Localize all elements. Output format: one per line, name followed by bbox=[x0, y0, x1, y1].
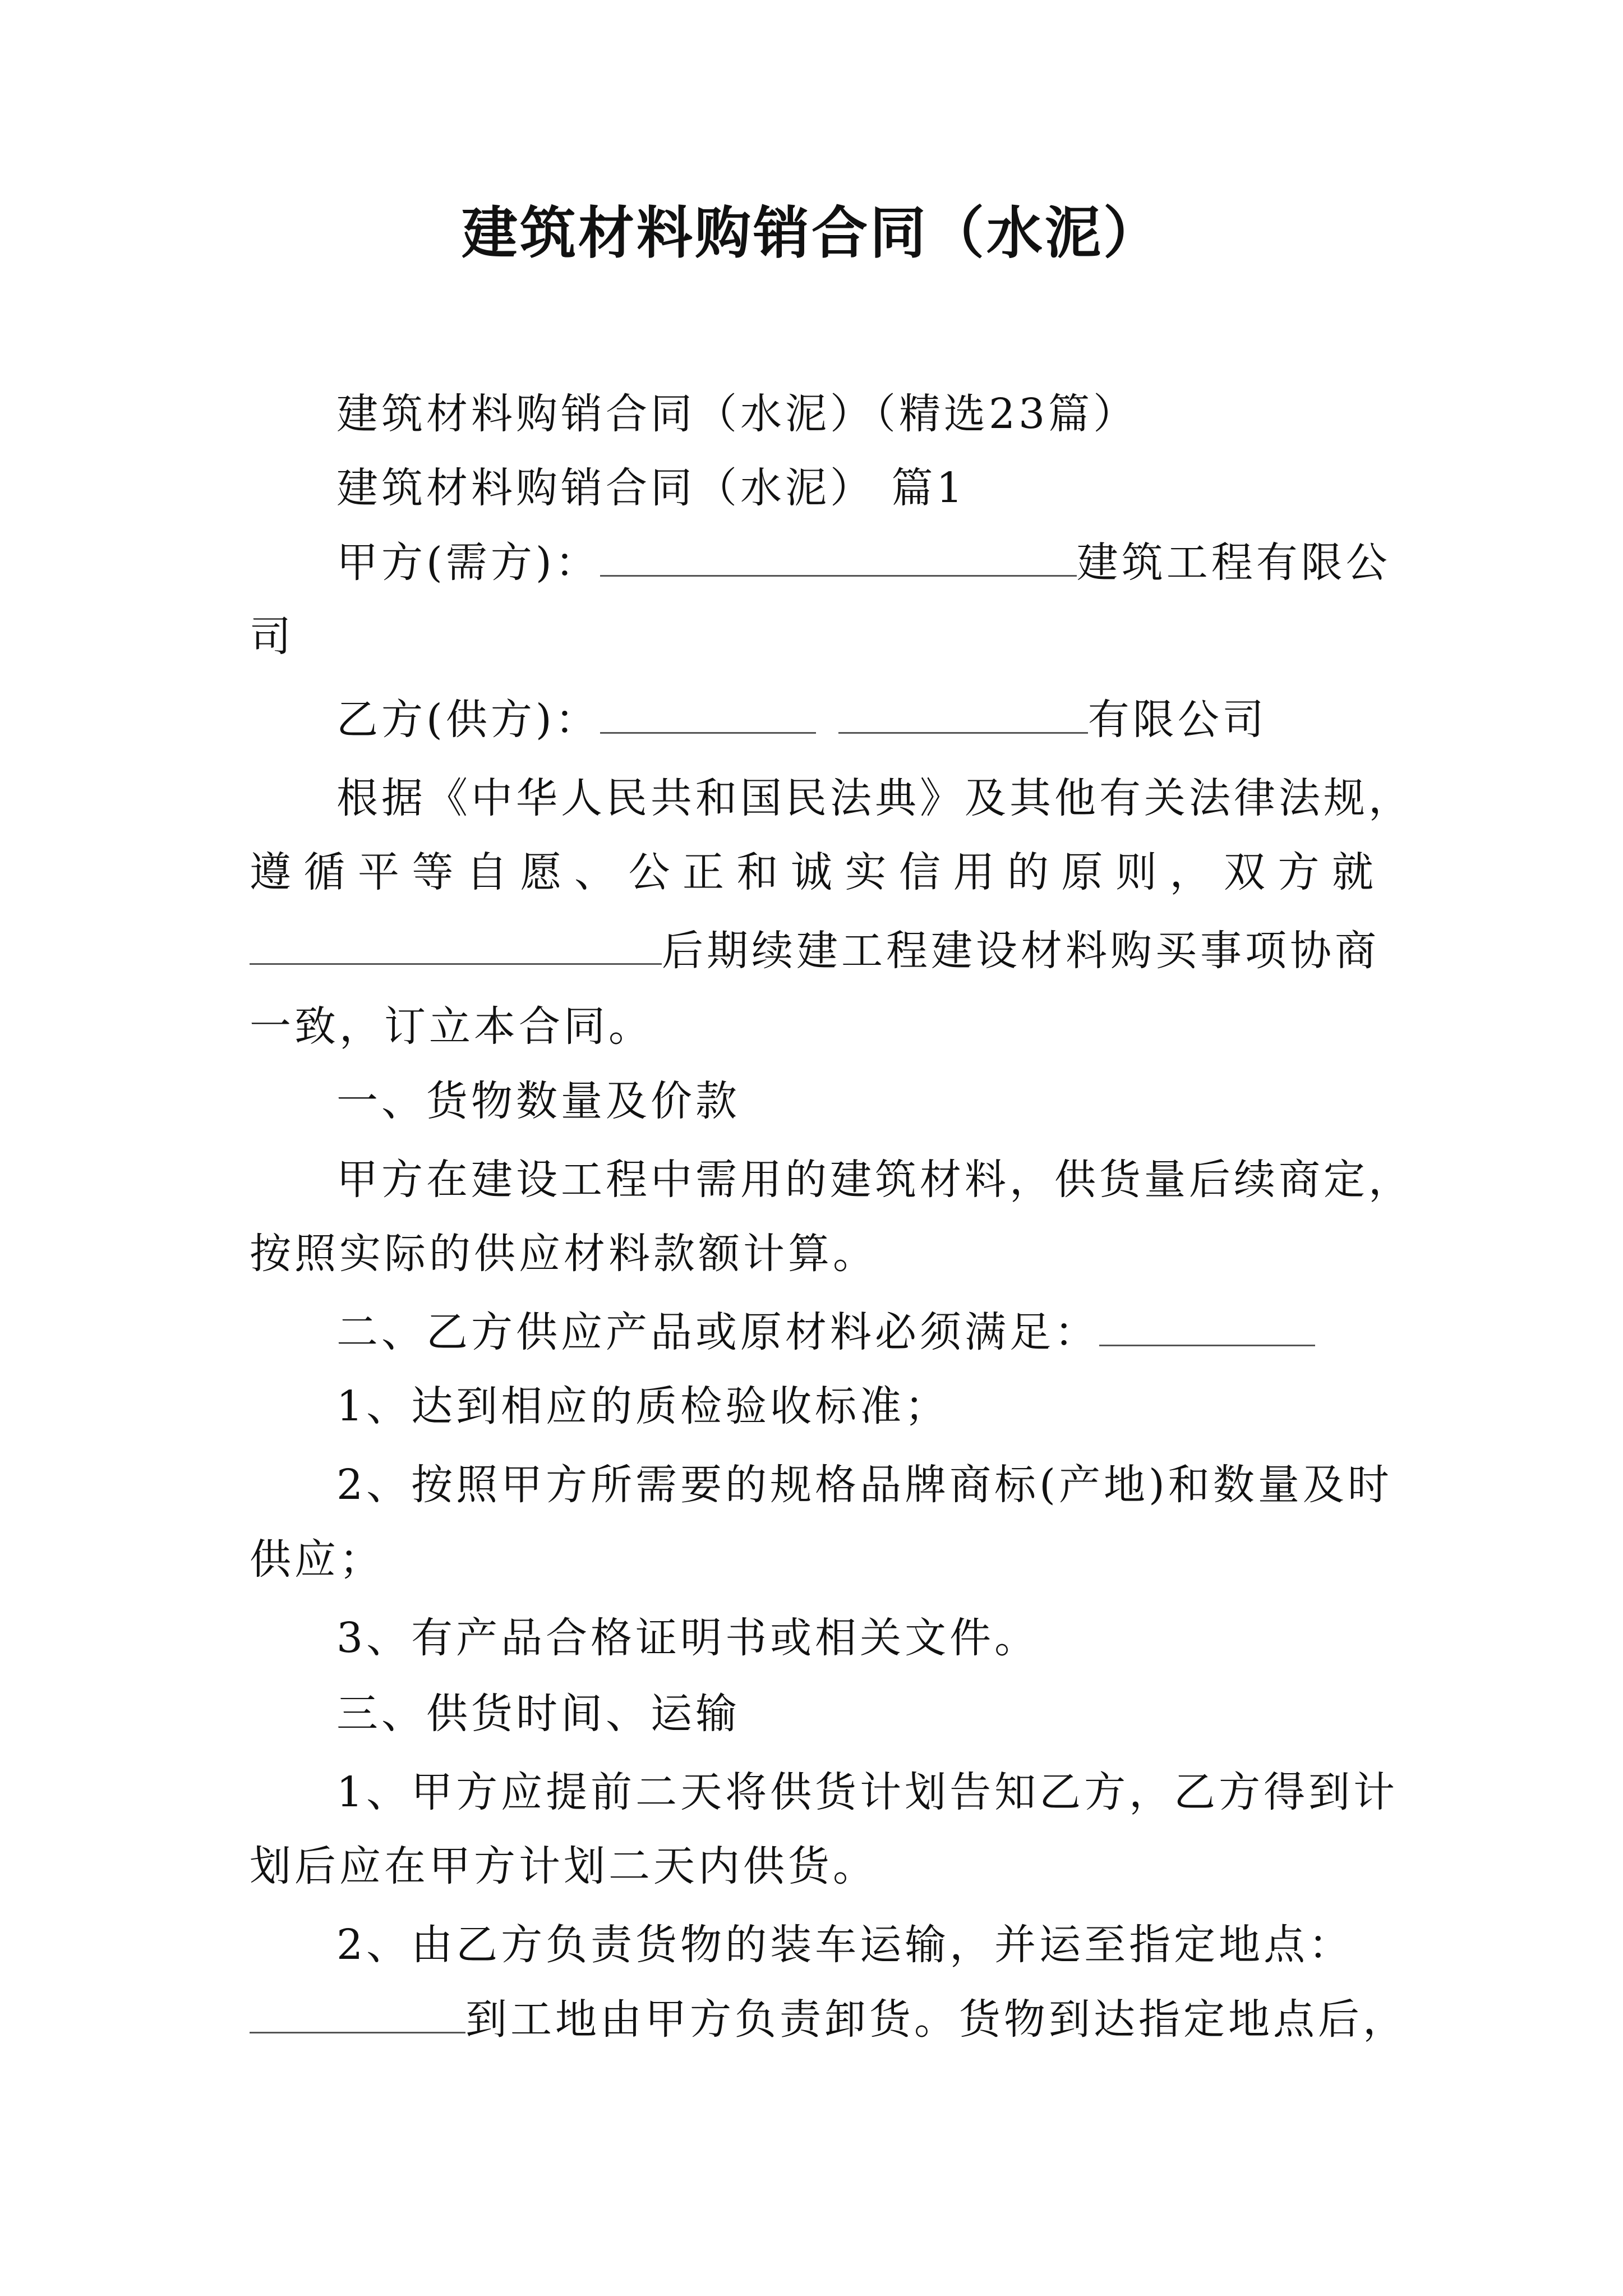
intro-line-3-text: 后期续建工程建设材料购买事项协商 bbox=[662, 927, 1380, 975]
section-1-heading: 一、货物数量及价款 bbox=[336, 1077, 740, 1125]
party-b-suffix: 有限公司 bbox=[1087, 696, 1267, 744]
section-2-item-1: 1、达到相应的质检验收标准； bbox=[336, 1382, 950, 1430]
intro-line-1: 根据《中华人民共和国民法典》及其他有关法律法规， bbox=[336, 774, 1413, 822]
intro-line-2: 遵循平等自愿、公正和诚实信用的原则，双方就 bbox=[250, 848, 1377, 896]
section-3-item-2a: 2、由乙方负责货物的装车运输，并运至指定地点： bbox=[336, 1921, 1354, 1969]
section-3-item-2b-line bbox=[250, 1989, 1408, 2050]
part-heading: 建筑材料购销合同（水泥） 篇1 bbox=[336, 464, 966, 512]
section-1-para-1: 甲方在建设工程中需用的建筑材料，供货量后续商定， bbox=[336, 1156, 1413, 1204]
party-b-line bbox=[336, 689, 1267, 751]
section-2-item-2b: 供应； bbox=[250, 1535, 384, 1584]
section-3-item-1b: 划后应在甲方计划二天内供货。 bbox=[250, 1842, 878, 1890]
intro-line-3 bbox=[250, 920, 1380, 982]
section-3-heading: 三、供货时间、运输 bbox=[336, 1690, 740, 1738]
party-b-label: 乙方(供方)： bbox=[336, 696, 600, 744]
document-title: 建筑材料购销合同（水泥） bbox=[462, 200, 1161, 266]
section-2-blank[interactable] bbox=[1099, 1305, 1315, 1346]
section-3-item-2b: 到工地由甲方负责卸货。货物到达指定地点后， bbox=[465, 1995, 1408, 2044]
party-b-blank-1[interactable] bbox=[600, 693, 816, 734]
party-a-name-blank[interactable] bbox=[600, 536, 1077, 577]
section-2-item-3: 3、有产品合格证明书或相关文件。 bbox=[336, 1614, 1040, 1662]
party-a-wrap: 司 bbox=[250, 613, 294, 661]
section-2-item-2a: 2、按照甲方所需要的规格品牌商标(产地)和数量及时 bbox=[336, 1461, 1393, 1509]
party-a-line bbox=[336, 532, 1391, 593]
project-name-blank[interactable] bbox=[250, 924, 662, 965]
party-a-suffix: 建筑工程有限公 bbox=[1076, 539, 1391, 587]
section-2-heading-line bbox=[336, 1301, 1315, 1363]
delivery-location-blank[interactable] bbox=[250, 1993, 465, 2033]
section-2-heading: 二、乙方供应产品或原材料必须满足： bbox=[336, 1308, 1099, 1356]
subtitle: 建筑材料购销合同（水泥）（精选23篇） bbox=[336, 390, 1138, 438]
party-b-blank-2[interactable] bbox=[838, 693, 1088, 734]
section-1-para-2: 按照实际的供应材料款额计算。 bbox=[250, 1230, 878, 1278]
section-3-item-1a: 1、甲方应提前二天将供货计划告知乙方，乙方得到计 bbox=[336, 1768, 1399, 1816]
intro-line-4: 一致，订立本合同。 bbox=[250, 1002, 653, 1051]
party-a-label: 甲方(需方)： bbox=[336, 539, 600, 587]
